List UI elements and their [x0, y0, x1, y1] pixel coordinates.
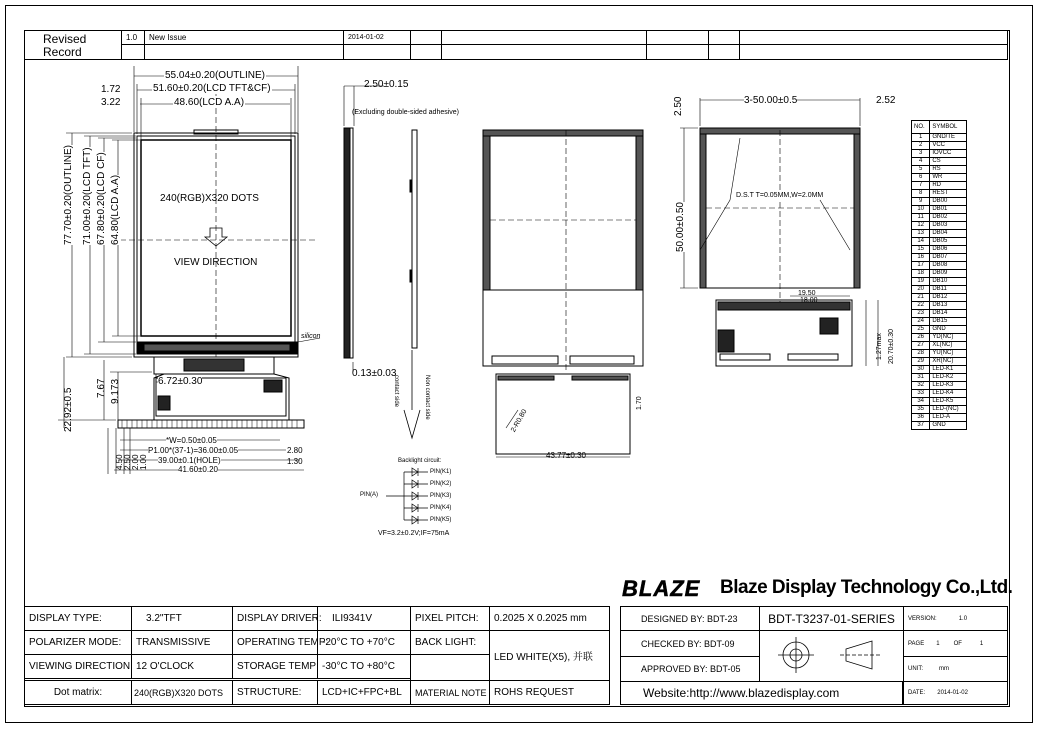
pin-row — [912, 350, 967, 358]
dim-outline-width: 55.04±0.20(OUTLINE) — [165, 70, 265, 81]
material-label: MATERIAL NOTE — [410, 680, 490, 705]
pin-symbol: DB01 — [930, 206, 967, 214]
checked-by: CHECKED BY: BDT-09 — [620, 630, 760, 657]
pin-number: 30 — [912, 366, 930, 374]
polarizer-value: TRANSMISSIVE — [131, 630, 233, 655]
pin-row — [912, 334, 967, 342]
pin-number: 26 — [912, 334, 930, 342]
pin-row — [912, 374, 967, 382]
viewing-label: VIEWING DIRECTION: — [24, 654, 132, 679]
storage-value: -30°C TO +80°C — [317, 654, 411, 679]
unit-label: UNIT: — [908, 666, 923, 672]
pin-number: 18 — [912, 270, 930, 278]
revised-label: Revised — [43, 32, 87, 46]
lcd-dots-label: 240(RGB)X320 DOTS — [160, 193, 259, 204]
part-number: BDT-T3237-01-SERIES — [759, 606, 904, 631]
backlight-pin-k5: PIN(K5) — [430, 517, 452, 523]
pin-number: 6 — [912, 174, 930, 182]
pin-row — [912, 358, 967, 366]
pin-number: 31 — [912, 374, 930, 382]
pin-row — [912, 398, 967, 406]
dim-22-92: 22.92±0.5 — [63, 387, 74, 432]
pin-symbol: XR(NC) — [930, 358, 967, 366]
pin-row — [912, 166, 967, 174]
pin-row — [912, 158, 967, 166]
company-header — [620, 572, 1013, 606]
version-label: VERSION: — [908, 615, 937, 622]
pin-number: 5 — [912, 166, 930, 174]
pin-symbol: LED-A — [930, 414, 967, 422]
pin-symbol: GND/TE — [930, 134, 967, 142]
dim-fpc-1-27: 1.27max — [876, 333, 883, 360]
backlight-title: Backlight circuit: — [398, 458, 442, 464]
pin-symbol: YU(NC) — [930, 350, 967, 358]
pin-row — [912, 406, 967, 414]
pin-symbol: LED-K1 — [930, 366, 967, 374]
record-label: Record — [43, 45, 82, 59]
pin-row — [912, 190, 967, 198]
pin-number: 8 — [912, 190, 930, 198]
page-cell — [903, 630, 1008, 657]
dim-fpc-18-00: 18.00 — [800, 297, 818, 304]
pin-number: 23 — [912, 310, 930, 318]
company-name: Blaze Display Technology Co.,Ltd. — [720, 577, 1013, 598]
dim-0-13: 0.13±0.03 — [352, 368, 397, 379]
viewing-value: 12 O'CLOCK — [131, 654, 233, 679]
dim-tft-width: 51.60±0.20(LCD TFT&CF) — [153, 83, 271, 94]
revision-row — [24, 30, 1008, 60]
pin-number: 15 — [912, 246, 930, 254]
pin-number: 24 — [912, 318, 930, 326]
pin-number: 14 — [912, 238, 930, 246]
pin-number: 2 — [912, 142, 930, 150]
pin-row — [912, 238, 967, 246]
pin-symbol: DB04 — [930, 230, 967, 238]
dim-1-72: 1.72 — [101, 84, 121, 95]
projection-symbol-icon — [760, 631, 900, 679]
dim-1-00: 1.00 — [139, 454, 148, 470]
version-cell — [903, 606, 1008, 631]
display-driver-value: ILI9341V — [317, 606, 411, 631]
back-light-label: BACK LIGHT: — [410, 630, 490, 655]
pin-row — [912, 302, 967, 310]
pin-number: 35 — [912, 406, 930, 414]
pin-row — [912, 150, 967, 158]
silicon-label: silicon — [301, 333, 321, 340]
storage-label: STORAGE TEMP: — [232, 654, 318, 679]
dim-tft-height: 71.00±0.20(LCD TFT) — [82, 147, 93, 245]
title-block — [620, 606, 1008, 705]
pin-number: 27 — [912, 342, 930, 350]
pin-symbol: DB12 — [930, 294, 967, 302]
of-value: 1 — [979, 640, 984, 647]
pin-number: 34 — [912, 398, 930, 406]
dim-2-80: 2.80 — [287, 446, 303, 455]
fpc-view-drawing — [670, 90, 900, 390]
dim-fpc-20-70: 20.70±0.30 — [888, 329, 895, 364]
page-label: PAGE — [908, 640, 925, 647]
dim-fpc-50: 3-50.00±0.5 — [744, 95, 798, 106]
spec-table — [24, 606, 610, 705]
dim-pitch-p: P1.00*(37-1)=36.00±0.05 — [148, 446, 239, 455]
dim-fpc-50-00: 50.00±0.50 — [675, 202, 686, 252]
pin-symbol: XL(NC) — [930, 342, 967, 350]
pin-symbol: DB07 — [930, 254, 967, 262]
dim-41-60: 41.60±0.20 — [178, 465, 218, 474]
polarizer-label: POLARIZER MODE: — [24, 630, 132, 655]
pin-number: 7 — [912, 182, 930, 190]
pin-row — [912, 142, 967, 150]
pin-number: 3 — [912, 150, 930, 158]
non-contact-side-label: Non contact side — [424, 375, 430, 420]
page-value: 1 — [936, 640, 940, 647]
pin-symbol: DB06 — [930, 246, 967, 254]
pin-symbol: DB11 — [930, 286, 967, 294]
dim-2-r0-80: 2-R0.80 — [510, 408, 529, 434]
dim-fpc-19-50: 19.50 — [798, 290, 816, 297]
pin-symbol: LED-(NC) — [930, 406, 967, 414]
pin-row — [912, 254, 967, 262]
backlight-pin-k3: PIN(K3) — [430, 493, 452, 499]
pin-row — [912, 262, 967, 270]
blaze-logo: BLAZE — [622, 576, 701, 601]
pin-row — [912, 222, 967, 230]
pin-symbol: RD — [930, 182, 967, 190]
designed-by: DESIGNED BY: BDT-23 — [620, 606, 760, 631]
date-label: DATE: — [908, 690, 926, 696]
pin-number: 13 — [912, 230, 930, 238]
pin-row — [912, 422, 967, 430]
back-light-value: LED WHITE(X5), 并联 — [489, 630, 610, 681]
dim-2-50: 2.50 — [123, 454, 132, 470]
dim-hole: 39.00±0.1(HOLE) — [158, 456, 221, 465]
pin-row — [912, 246, 967, 254]
pin-symbol: DB09 — [930, 270, 967, 278]
pin-number: 22 — [912, 302, 930, 310]
pin-symbol: REST — [930, 190, 967, 198]
display-type-label: DISPLAY TYPE: — [24, 606, 132, 631]
unit-cell — [903, 656, 1008, 682]
pin-symbol: YD(NC) — [930, 334, 967, 342]
pin-symbol: DB02 — [930, 214, 967, 222]
pin-number: 11 — [912, 214, 930, 222]
dim-3-22: 3.22 — [101, 97, 121, 108]
dim-1-70: 1.70 — [636, 396, 643, 410]
revision-description: New Issue — [144, 30, 344, 45]
date-cell — [903, 681, 1008, 705]
dim-outline-height: 77.70±0.20(OUTLINE) — [63, 145, 74, 245]
pin-symbol: LED-K5 — [930, 398, 967, 406]
dim-2-00: 2.00 — [131, 454, 140, 470]
pin-symbol: CS — [930, 158, 967, 166]
pin-symbol: DB03 — [930, 222, 967, 230]
projection-symbol-cell — [759, 630, 904, 682]
backlight-pin-k4: PIN(K4) — [430, 505, 452, 511]
pin-number: 16 — [912, 254, 930, 262]
backlight-pin-k2: PIN(K2) — [430, 481, 452, 487]
pin-number: 17 — [912, 262, 930, 270]
unit-value: mm — [939, 666, 949, 672]
pin-row — [912, 286, 967, 294]
backlight-pin-a: PIN(A) — [360, 492, 378, 498]
pin-number: 37 — [912, 422, 930, 430]
pin-row — [912, 230, 967, 238]
op-temp-value: -20°C TO +70°C — [317, 630, 411, 655]
pin-symbol: DB05 — [930, 238, 967, 246]
display-type-value: 3.2"TFT — [131, 606, 233, 631]
dim-pitch-w: *W=0.50±0.05 — [166, 436, 217, 445]
pin-row — [912, 310, 967, 318]
revision-date: 2014-01-02 — [343, 30, 411, 45]
pin-symbol: DB08 — [930, 262, 967, 270]
pin-row — [912, 342, 967, 350]
dim-fpc-2-52: 2.52 — [876, 95, 896, 106]
pin-row — [912, 206, 967, 214]
pin-symbol: GND — [930, 422, 967, 430]
approved-by: APPROVED BY: BDT-05 — [620, 656, 760, 682]
pin-symbol: DB15 — [930, 318, 967, 326]
pin-header-no: NO. — [912, 121, 930, 134]
pixel-pitch-label: PIXEL PITCH: — [410, 606, 490, 631]
pin-symbol: RS — [930, 166, 967, 174]
dim-aa-height: 64.80(LCD A.A) — [110, 174, 121, 245]
dim-9-173: 9.173 — [110, 378, 121, 404]
pin-number: 28 — [912, 350, 930, 358]
pin-row — [912, 366, 967, 374]
contact-side-label: contact side — [393, 375, 399, 408]
of-label: OF — [953, 640, 962, 647]
dim-fpc-2-50: 2.50 — [673, 96, 684, 116]
pin-symbol: IOVCC — [930, 150, 967, 158]
pin-number: 36 — [912, 414, 930, 422]
pin-number: 4 — [912, 158, 930, 166]
pin-row — [912, 270, 967, 278]
website: Website:http://www.blazedisplay.com — [620, 681, 903, 705]
pin-row — [912, 390, 967, 398]
pin-number: 1 — [912, 134, 930, 142]
structure-label: STRUCTURE: — [232, 680, 318, 705]
pin-symbol: LED-K3 — [930, 382, 967, 390]
pin-number: 9 — [912, 198, 930, 206]
dim-cf-height: 67.80±0.20(LCD CF) — [96, 152, 107, 245]
pin-symbol: LED-K2 — [930, 374, 967, 382]
pin-assignment-table — [911, 120, 967, 430]
pin-row — [912, 182, 967, 190]
op-temp-label: OPERATING TEMP: — [232, 630, 318, 655]
view-direction-label: VIEW DIRECTION — [174, 257, 258, 268]
dim-aa-width: 48.60(LCD A.A) — [174, 97, 245, 108]
pin-symbol: GND — [930, 326, 967, 334]
pin-row — [912, 326, 967, 334]
dim-6-72: 6.72±0.30 — [158, 376, 203, 387]
pin-row — [912, 318, 967, 326]
pin-symbol: DB14 — [930, 310, 967, 318]
structure-value: LCD+IC+FPC+BL — [317, 680, 411, 705]
dot-matrix-label: Dot matrix: — [24, 680, 132, 705]
pin-row — [912, 214, 967, 222]
dim-1-30: 1.30 — [287, 457, 303, 466]
backlight-pin-k1: PIN(K1) — [430, 469, 452, 475]
pin-number: 29 — [912, 358, 930, 366]
pin-row — [912, 414, 967, 422]
pin-row — [912, 134, 967, 142]
pin-number: 32 — [912, 382, 930, 390]
pin-number: 12 — [912, 222, 930, 230]
pin-symbol: DB13 — [930, 302, 967, 310]
dst-note: D.S.T T=0.05MM,W=2.0MM — [736, 192, 824, 199]
pin-number: 25 — [912, 326, 930, 334]
dot-matrix-value: 240(RGB)X320 DOTS — [131, 680, 233, 705]
pin-symbol: LED-K4 — [930, 390, 967, 398]
pin-symbol: DB00 — [930, 198, 967, 206]
pin-row — [912, 198, 967, 206]
material-value: ROHS REQUEST — [489, 680, 610, 705]
date-value: 2014-01-02 — [937, 690, 968, 696]
adhesive-note: (Excluding double-sided adhesive) — [352, 109, 460, 116]
dim-4-50: 4.50 — [115, 454, 124, 470]
pin-row — [912, 294, 967, 302]
pin-number: 10 — [912, 206, 930, 214]
pin-header-symbol: SYMBOL — [930, 121, 967, 134]
dim-43-77: 43.77±0.30 — [546, 451, 586, 460]
pin-number: 33 — [912, 390, 930, 398]
pin-number: 20 — [912, 286, 930, 294]
version-value: 1.0 — [958, 615, 968, 622]
pin-row — [912, 174, 967, 182]
backlight-spec: VF=3.2±0.2V;IF=75mA — [378, 530, 450, 537]
revision-version: 1.0 — [121, 30, 145, 45]
pin-row — [912, 382, 967, 390]
dim-7-67: 7.67 — [96, 378, 107, 398]
pin-number: 19 — [912, 278, 930, 286]
display-driver-label: DISPLAY DRIVER: — [232, 606, 318, 631]
pin-symbol: DB10 — [930, 278, 967, 286]
pixel-pitch-value: 0.2025 X 0.2025 mm — [489, 606, 610, 631]
dim-thickness: 2.50±0.15 — [364, 79, 409, 90]
pin-number: 21 — [912, 294, 930, 302]
pin-row — [912, 278, 967, 286]
pin-symbol: VCC — [930, 142, 967, 150]
back-view-drawing — [478, 120, 650, 470]
pin-symbol: WR — [930, 174, 967, 182]
